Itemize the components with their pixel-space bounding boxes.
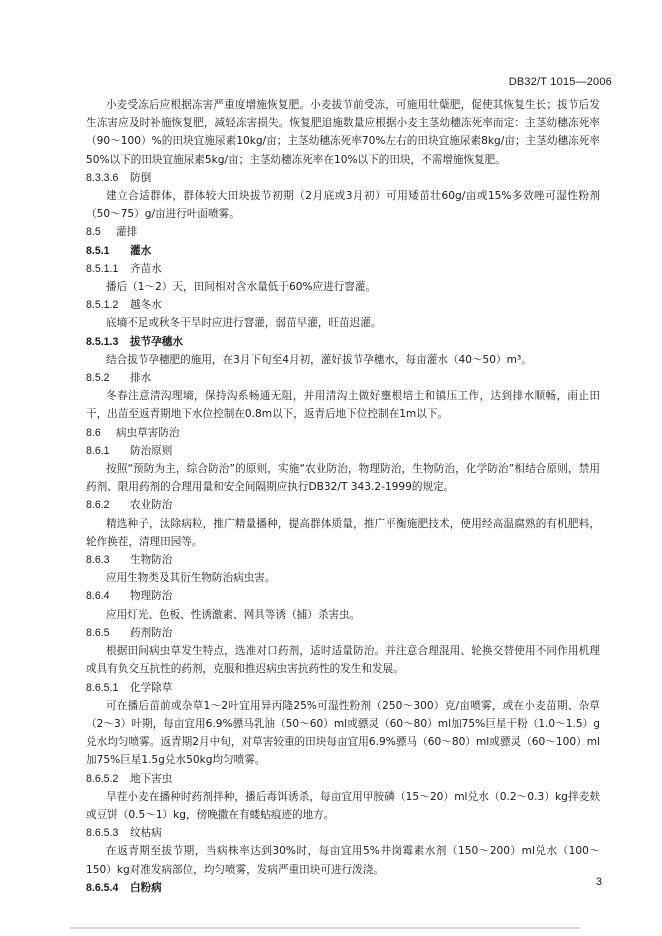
section-title: 齐苗水 — [130, 262, 162, 275]
paragraph: 旱茬小麦在播种时药剂拌种，播后毒饵诱杀，每亩宜用甲胺磷（15～20）ml兑水（0.2～0.3）kg拌麦麸或豆饼（0.5～1）kg，傍晚撒在有蝼蛄痕迹的地方。 — [86, 790, 600, 821]
section-heading — [86, 296, 600, 314]
paragraph: 精选种子，汰除病粒，推广精量播种，提高群体质量，推广平衡施肥技术，使用经高温腐熟的有机肥料，轮作换茬，清理田园等。 — [86, 517, 600, 548]
paragraph: 底墒不足或秋冬干旱时应进行窨灌，弱苗早灌，旺苗迟灌。 — [106, 317, 382, 330]
section-heading — [86, 424, 600, 442]
section-title: 生物防治 — [130, 554, 173, 567]
section-title: 地下害虫 — [130, 772, 173, 785]
paragraph: 冬春注意清沟理墒，保持沟系畅通无阻，并用清沟土做好壅根培土和镇压工作，达到排水顺畅，雨止田干，出苗至返青期地下水位控制在0.8m以下，返青后地下位控制在1m以下。 — [86, 390, 600, 421]
page-number: 3 — [595, 876, 602, 888]
section-heading — [86, 260, 600, 278]
section-heading — [86, 587, 600, 605]
section-title: 农业防治 — [130, 499, 173, 512]
section-title: 防治原则 — [130, 444, 173, 457]
section-heading — [86, 624, 600, 642]
section-number: 8.5.2 — [86, 372, 110, 385]
section-heading — [86, 551, 600, 569]
section-number: 8.6 — [86, 426, 101, 439]
paragraph: 根据田间病虫草发生特点，选准对口药剂，适时适量防治。并注意合理混用、轮换交替使用不同作用机理或具有负交互抗性的药剂，克服和推迟病虫害抗药性的发生和发展。 — [86, 645, 600, 676]
section-number: 8.6.5.1 — [86, 681, 119, 694]
section-number: 8.3.3.6 — [86, 171, 119, 184]
section-number: 8.5.1.2 — [86, 299, 119, 312]
paragraph: 小麦受冻后应根据冻害严重度增施恢复肥。小麦拔节前受冻，可施用壮蘖肥，促使其恢复生长；拔节后发生冻害应及时补施恢复肥，减轻冻害损失。恢复肥追施数量应根据小麦主茎幼穗冻死率而定：主茎幼穗冻死率（90～100）%的田块宜施尿素10kg/亩；主茎幼穗冻死率70%左右的田块宜施尿素8kg/亩；主茎幼穗冻死率50%以下的田块宜施尿素5kg/亩；主茎幼穗冻死率在10%以下的田块，不需增施恢复肥。 — [86, 99, 600, 166]
paragraph: 结合拔节孕穗肥的施用，在3月下旬至4月初，灌好拔节孕穗水，每亩灌水（40～50）m³。 — [106, 353, 532, 366]
section-number: 8.6.5.4 — [86, 881, 119, 894]
section-title: 排水 — [130, 372, 152, 385]
section-title: 物理防治 — [130, 590, 173, 603]
document-body — [86, 96, 600, 897]
bottom-rule — [70, 927, 580, 929]
section-number: 8.6.2 — [86, 499, 110, 512]
section-number: 8.6.5.3 — [86, 827, 119, 840]
section-heading — [86, 442, 600, 460]
section-number: 8.6.1 — [86, 444, 110, 457]
section-number: 8.6.5 — [86, 626, 110, 639]
section-title: 灌排 — [116, 226, 138, 239]
section-heading — [86, 242, 600, 260]
paragraph: 在返青期至拔节期，当病株率达到30%时，每亩宜用5%井岗霉素水剂（150～200）ml兑水（100～150）kg对准发病部位，均匀喷雾，发病严重田块可进行泼浇。 — [86, 845, 600, 876]
section-heading — [86, 679, 600, 697]
document-code: DB32/T 1015—2006 — [508, 76, 612, 88]
paragraph: 应用灯光、色板、性诱激素、网具等诱（捕）杀害虫。 — [106, 608, 361, 621]
paragraph: 可在播后苗前或杂草1～2叶宜用异丙隆25%可湿性粉剂（250～300）克/亩喷雾，或在小麦苗期、杂草（2～3）叶期，每亩宜用6.9%骠马乳油（50～60）ml或骠灵（60～80）ml加75%巨星干粉（1.0～1.5）g兑水均匀喷雾。返青期2月中旬，对草害较重的田块每亩宜用6.9%骠马（60～80）ml或骠灵（60～100）ml加75%巨星1.5g兑水50kg均匀喷雾。 — [86, 699, 600, 767]
section-title: 病虫草害防治 — [116, 426, 180, 439]
section-number: 8.5.1.1 — [86, 262, 119, 275]
section-title: 防倒 — [130, 171, 152, 184]
section-number: 8.5 — [86, 226, 101, 239]
section-number: 8.5.1.3 — [86, 335, 119, 348]
section-heading — [86, 770, 600, 788]
section-heading — [86, 223, 600, 241]
section-number: 8.6.5.2 — [86, 772, 119, 785]
section-heading — [86, 496, 600, 514]
section-number: 8.6.4 — [86, 590, 110, 603]
section-heading — [86, 169, 600, 187]
section-heading — [86, 824, 600, 842]
section-title: 药剂防治 — [130, 626, 173, 639]
paragraph: 应用生物类及其衍生物防治病虫害。 — [106, 572, 276, 585]
section-number: 8.5.1 — [86, 244, 110, 257]
section-heading — [86, 369, 600, 387]
paragraph: 播后（1～2）天，田间相对含水量低于60%应进行窨灌。 — [106, 281, 377, 294]
section-number: 8.6.3 — [86, 554, 110, 567]
section-title: 纹枯病 — [130, 827, 162, 840]
section-title: 化学除草 — [130, 681, 173, 694]
section-title: 白粉病 — [130, 881, 162, 894]
section-title: 灌水 — [130, 244, 152, 257]
paragraph: 按照“预防为主，综合防治”的原则，实施“农业防治，物理防治，生物防治，化学防治”相结合原则，禁用药剂、限用药剂的合理用量和安全间隔期应执行DB32/T 343.2-1999的规定。 — [86, 463, 600, 494]
section-title: 拔节孕穗水 — [130, 335, 183, 348]
section-title: 越冬水 — [130, 299, 162, 312]
section-heading — [86, 333, 600, 351]
paragraph: 建立合适群体，群体较大田块拔节初期（2月底或3月初）可用矮苗壮60g/亩或15%多效唑可湿性粉剂（50～75）g/亩进行叶面喷雾。 — [86, 190, 600, 221]
section-heading — [86, 879, 600, 897]
